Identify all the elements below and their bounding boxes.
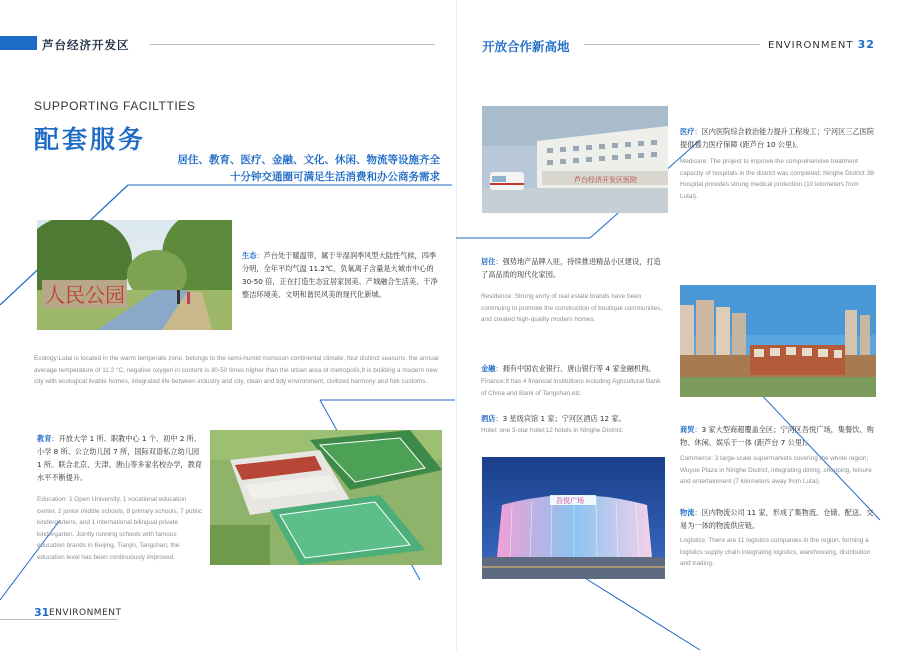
housing-en: Residence: Strong enrty of real estate brands have been continuing to promote the construction of boutique communities, and created high-quality modern homes. [481,293,663,323]
header-left-title: 芦台经济开发区 [42,38,130,52]
park-photo [37,220,232,330]
housing-cn: ：强势地产品牌入驻，持续推进精品小区建设，打造了高品质的现代化家园。 [481,257,661,279]
footer-label: ENVIRONMENT [49,608,122,618]
school-photo [210,430,442,565]
commerce-text [680,423,876,449]
hotel-text [481,412,663,425]
education-label: 教育 [37,434,52,443]
education-text [37,432,205,484]
education-en: Education: 1 Open University, 1 vocational education center, 2 junior middle schools, 8 primary schools, 7 public kindergartens, and 1 international bilingual private kindergarten. Jointly running schools with famous education brands in Beijing, Tianjin, Tangshan, the education level has been continuously improved. [37,496,203,561]
hospital-sign-text: 芦台经济开发区医院 [574,176,637,184]
ecology-text [242,249,440,301]
education-cn: ：开放大学 1 所、职教中心 1 个、初中 2 所、小学 8 所、公立幼儿园 7 所，国际双语私立幼儿园 1 所。联合北京、天津、唐山等多家名校办学，教育水平不断提升。 [37,434,202,482]
header-page-number: 32 [857,38,875,51]
finance-en: Finance:It has 4 financial institutions including Agricultural Bank of China and Bank of Tangshan,etc. [481,378,661,397]
header-right [768,38,875,51]
logistics-en: Logistics: There are 11 logistics companies in the region, forming a logistics supply chain integrating logistics, warehousing, distribution and trading. [680,537,871,567]
logistics-cn: ：区内物流公司 11 家，形成了集物流、仓储、配送、交易为一体的物流供应链。 [680,508,874,530]
medical-text [680,125,876,151]
hotel-en: Hotel: one 3-star hotel;12 hotels in Ninghe District. [481,427,624,434]
footer-page-number: 31 [34,606,50,619]
header-accent-block [0,36,37,50]
medical-en: Medicare: The project to improve the comprehensive treatment capacity of hospitals in the district was completed; Ninghe District 3B Hospital provides strong medical protection (10 kilometers from Lutai). [680,158,875,200]
hospital-photo [482,106,668,213]
residential-photo [680,285,876,397]
commerce-cn: ：3 家大型商超覆盖全区；宁河区吾悦广场，集餐饮、购物、休闲、娱乐于一体 (距芦台 7 公里)。 [680,425,874,447]
logistics-text [680,506,876,532]
commerce-en: Commerce: 3 large-scale supermarkets covering the whole region; Wuyue Plaza in Ninghe District, integrating dining, shopping, leisure and entertainment (7 kilometers away from Lutai). [680,455,872,485]
ecology-cn: ：芦台处于暖温带，属于半湿润季风型大陆性气候，四季分明，全年平均气温 11.2℃，负氧离子含量是大城市中心的 30-50 倍，正在打造生态宜居家园美、产城融合生活美、干净整洁环境美、文明和谐民风美的现代化新城。 [242,251,438,299]
housing-label: 居住 [481,257,496,266]
finance-label: 金融 [481,364,496,373]
subtitle-line-1: 居住、教育、医疗、金融、文化、休闲、物流等设施齐全 [177,154,440,166]
medical-cn: ：区内医院综合救治能力提升工程竣工；宁河区三乙医院提供强力医疗保障 (距芦台 10 公里)。 [680,127,875,149]
section-title: 配套服务 [34,125,147,154]
ecology-label: 生态 [242,251,257,260]
mall-photo [482,457,665,579]
header-right-label: ENVIRONMENT [768,40,854,51]
medical-label: 医疗 [680,127,695,136]
subtitle-line-2: 十分钟交通圈可满足生活消费和办公商务需求 [230,171,440,183]
ecology-en: Ecology:Lutai is located in the warm temperate zone, belongs to the semi-humid monsoon continental climate, four distinct seasons, the annual average temperature of 11.2 °C, negative oxygen in content is 30-50 times higher than the urban area of metropolis,It is building a modern new city with ecological livable homes, integrated life between industry and city, clean and tidy environment, civilized harmony and folk customs. [34,355,439,385]
commerce-label: 商贸 [680,425,695,434]
mall-sign-text: 吾悦广场 [556,497,584,505]
logistics-label: 物流 [680,508,695,517]
footer-rule [0,619,118,620]
section-eyebrow: SUPPORTING FACILTTIES [34,99,196,113]
hotel-cn: ：3 星级宾馆 1 家；宁河区酒店 12 家。 [495,414,626,423]
housing-text [481,255,663,281]
finance-cn: ：拥有中国农业银行、唐山银行等 4 家金融机构。 [495,364,656,373]
header-left-rule [150,44,435,45]
header-right-rule [584,44,760,45]
finance-text [481,362,663,375]
hotel-label: 酒店 [481,414,496,423]
header-center-title: 开放合作新高地 [482,39,570,54]
park-sign-text: 人民公园 [45,283,125,307]
section-subtitle [150,152,440,186]
